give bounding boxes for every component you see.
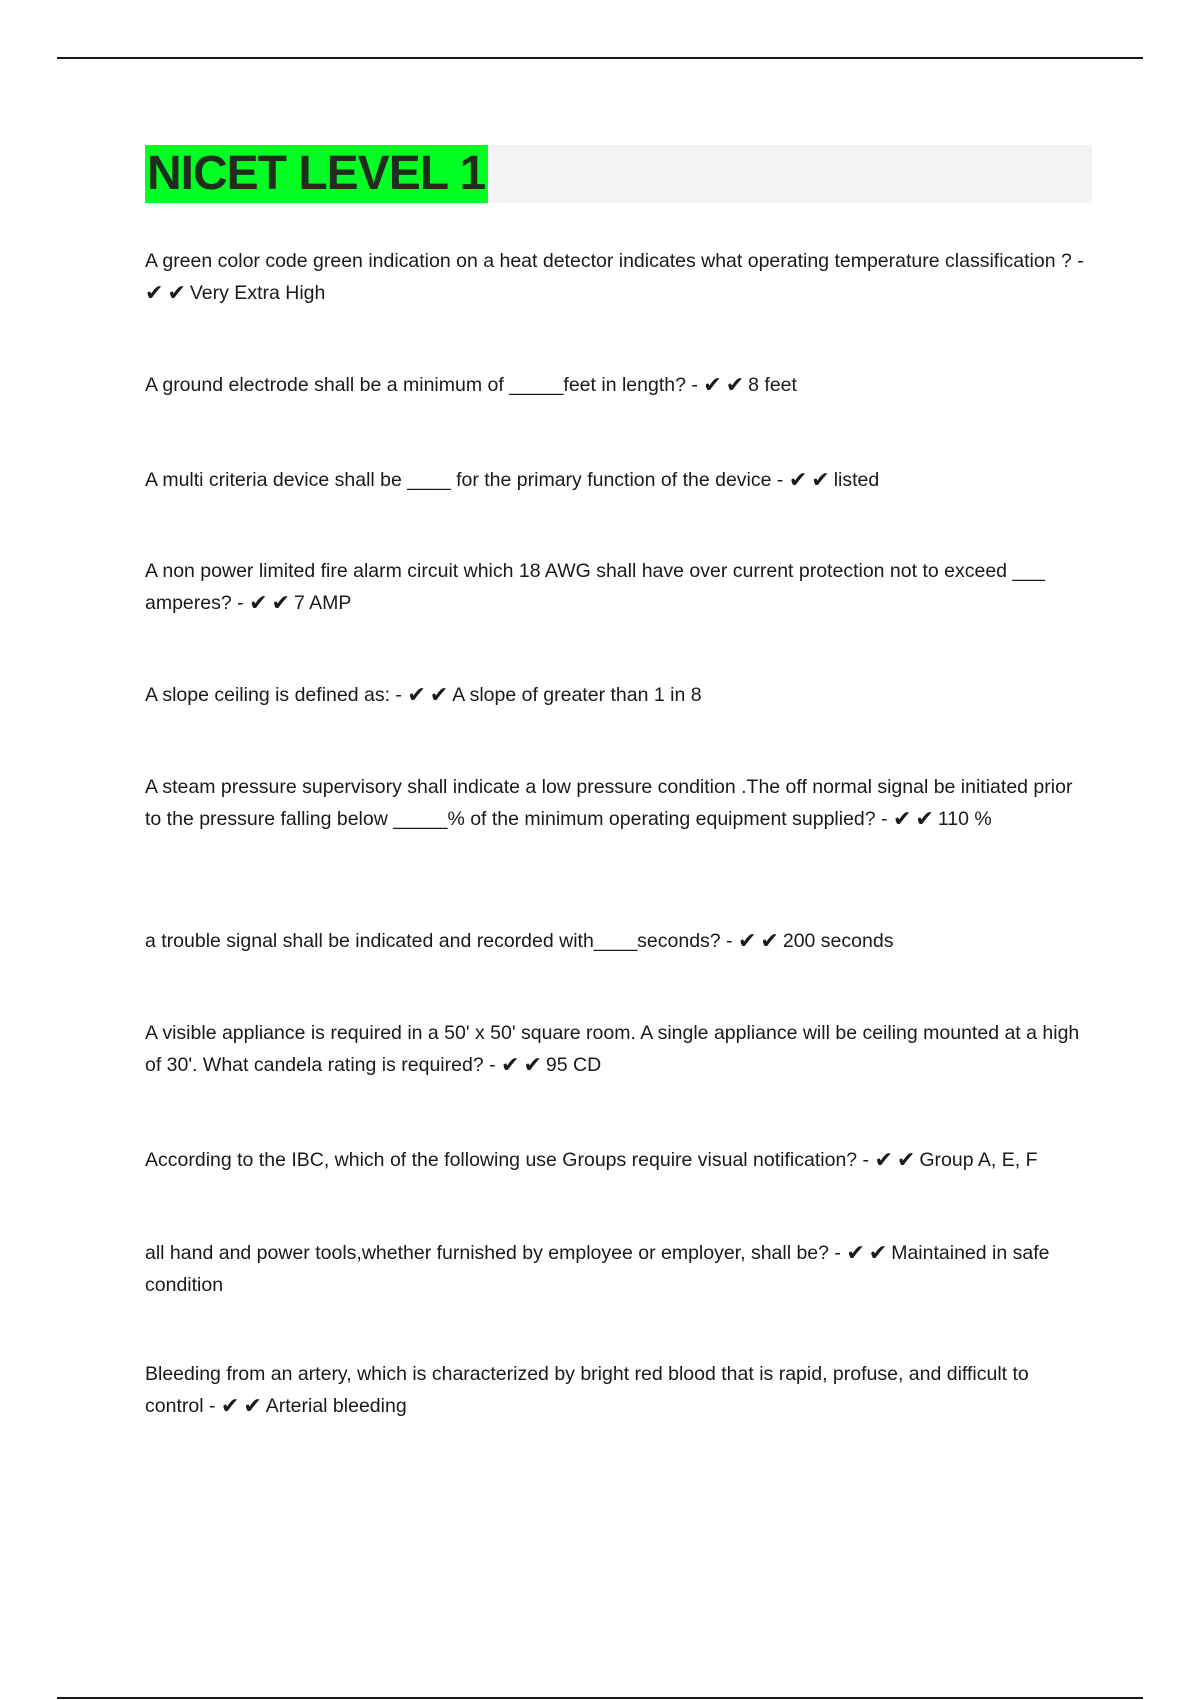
- check-icon: ✔: [868, 1241, 888, 1266]
- qa-item-9: According to the IBC, which of the following use Groups require visual notification? - ✔ ✔ Group A, E, F: [145, 1148, 1038, 1173]
- check-icon: ✔: [896, 1148, 916, 1173]
- check-icon: ✔: [271, 591, 290, 616]
- answer-text: A slope of greater than 1 in 8: [452, 684, 702, 706]
- check-icon: ✔: [892, 807, 912, 832]
- question-text: A steam pressure supervisory shall indicate a low pressure condition .The off normal signal be initiated prior to the pressure falling below _____% of the minimum operating equipment supplied?: [145, 776, 1073, 830]
- check-icon: ✔: [220, 1394, 240, 1419]
- check-icon: ✔: [737, 929, 757, 954]
- qa-item-5: A slope ceiling is defined as: - ✔ ✔ A slope of greater than 1 in 8: [145, 683, 702, 708]
- answer-text: Very Extra High: [189, 282, 326, 304]
- check-icon: ✔: [725, 373, 745, 398]
- qa-item-3: A multi criteria device shall be ____ for the primary function of the device - ✔ ✔ listed: [145, 468, 880, 493]
- question-text: A multi criteria device shall be ____ for the primary function of the device: [145, 469, 772, 491]
- answer-text: 7 AMP: [293, 592, 352, 614]
- qa-item-11: Bleeding from an artery, which is characterized by bright red blood that is rapid, profuse, and difficult to control - ✔ ✔ Arterial bleeding: [145, 1363, 1029, 1419]
- question-text: A slope ceiling is defined as:: [145, 684, 390, 706]
- check-icon: ✔: [811, 468, 830, 493]
- question-text: all hand and power tools,whether furnished by employee or employer, shall be?: [145, 1242, 829, 1264]
- answer-text: 8 feet: [748, 374, 797, 396]
- qa-item-1: A green color code green indication on a heat detector indicates what operating temperature classification ? - ✔ ✔ Very Extra High: [145, 250, 1084, 306]
- check-icon: ✔: [407, 683, 426, 708]
- check-icon: ✔: [915, 807, 934, 832]
- qa-item-4: A non power limited fire alarm circuit which 18 AWG shall have over current protection not to exceed ___ amperes? - ✔ ✔ 7 AMP: [145, 560, 1045, 616]
- check-icon: ✔: [874, 1148, 893, 1173]
- question-text: A non power limited fire alarm circuit which 18 AWG shall have over current protection not to exceed ___ amperes?: [145, 560, 1045, 614]
- answer-text: Arterial bleeding: [265, 1395, 407, 1417]
- check-icon: ✔: [167, 281, 186, 306]
- answer-text: 200 seconds: [782, 930, 894, 952]
- question-text: a trouble signal shall be indicated and recorded with____seconds?: [145, 930, 721, 952]
- qa-item-6: A steam pressure supervisory shall indicate a low pressure condition .The off normal signal be initiated prior to the pressure falling below _____% of the minimum operating equipment supplied? - ✔ ✔ 110 %: [145, 776, 1073, 832]
- check-icon: ✔: [788, 468, 808, 493]
- answer-text: 110 %: [937, 808, 992, 830]
- top-rule: [57, 57, 1143, 59]
- check-icon: ✔: [703, 373, 722, 398]
- question-text: A visible appliance is required in a 50' x 50' square room. A single appliance will be ceiling mounted at a high of 30'. What candela rating is required?: [145, 1022, 1080, 1076]
- check-icon: ✔: [243, 1394, 262, 1419]
- answer-text: Maintained in safe condition: [145, 1242, 1050, 1296]
- check-icon: ✔: [249, 591, 268, 616]
- answer-text: Group A, E, F: [919, 1149, 1038, 1171]
- question-text: Bleeding from an artery, which is characterized by bright red blood that is rapid, profuse, and difficult to control: [145, 1363, 1029, 1417]
- document-title: NICET LEVEL 1: [145, 145, 488, 203]
- qa-item-7: a trouble signal shall be indicated and recorded with____seconds? - ✔ ✔ 200 seconds: [145, 929, 894, 954]
- qa-item-8: A visible appliance is required in a 50' x 50' square room. A single appliance will be ceiling mounted at a high of 30'. What candela rating is required? - ✔ ✔ 95 CD: [145, 1022, 1080, 1078]
- question-text: A ground electrode shall be a minimum of _____feet in length?: [145, 374, 686, 396]
- check-icon: ✔: [760, 929, 779, 954]
- question-text: According to the IBC, which of the following use Groups require visual notification?: [145, 1149, 858, 1171]
- check-icon: ✔: [846, 1241, 865, 1266]
- qa-item-10: all hand and power tools,whether furnished by employee or employer, shall be? - ✔ ✔ Maintained in safe condition: [145, 1241, 1050, 1296]
- question-text: A green color code green indication on a heat detector indicates what operating temperature classification ?: [145, 250, 1072, 272]
- answer-text: listed: [833, 469, 880, 491]
- check-icon: ✔: [145, 281, 164, 306]
- bottom-rule: [57, 1697, 1143, 1699]
- qa-item-2: A ground electrode shall be a minimum of _____feet in length? - ✔ ✔ 8 feet: [145, 373, 797, 398]
- answer-text: 95 CD: [545, 1054, 602, 1076]
- check-icon: ✔: [523, 1053, 542, 1078]
- check-icon: ✔: [429, 683, 449, 708]
- check-icon: ✔: [501, 1053, 520, 1078]
